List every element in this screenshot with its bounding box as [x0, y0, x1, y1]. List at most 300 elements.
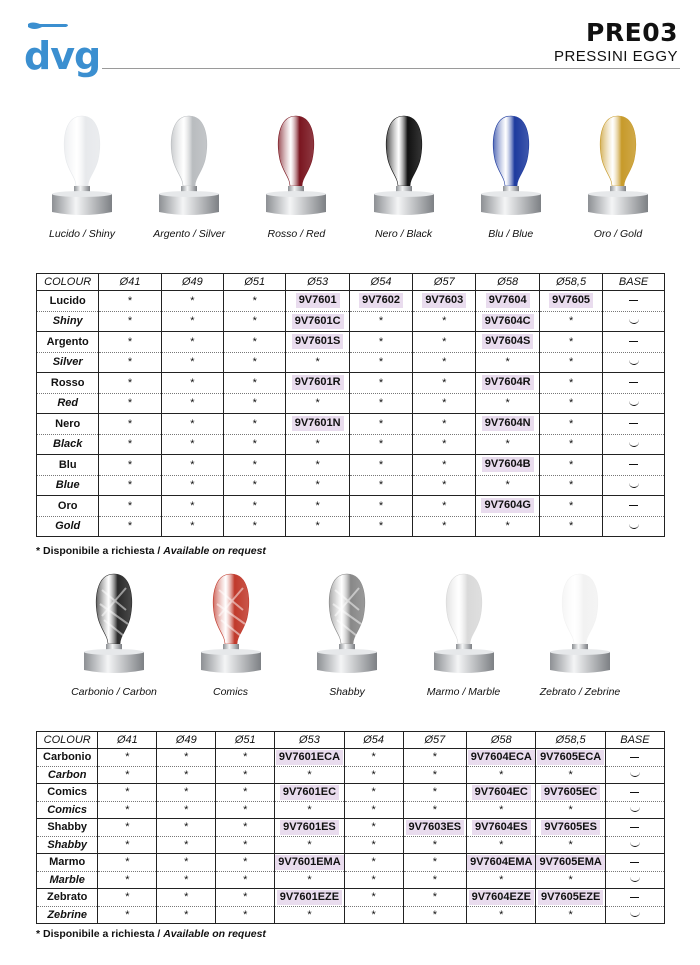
table-cell — [539, 291, 602, 312]
table-cell: * — [349, 332, 412, 353]
table-cell: * — [98, 801, 157, 819]
article-code: 9V7605EMA — [536, 855, 604, 870]
table-cell: * — [161, 393, 223, 414]
table-cell: * — [286, 496, 350, 517]
table-cell: * — [539, 434, 602, 455]
flat-base-icon — [629, 505, 638, 506]
note-prefix: * Disponibile a richiesta / — [36, 928, 164, 940]
product-label: Rosso / Red — [267, 228, 326, 240]
table-cell: * — [98, 819, 157, 837]
table-cell — [603, 475, 665, 496]
curved-base-icon — [629, 401, 639, 406]
table-cell: * — [161, 455, 223, 476]
table-cell — [467, 749, 536, 767]
table-cell: * — [344, 784, 403, 802]
article-code: 9V7604 — [486, 293, 530, 308]
table-cell: * — [344, 749, 403, 767]
table-cell — [476, 496, 540, 517]
colour-product-5 — [566, 112, 670, 240]
table-row — [37, 749, 665, 767]
table-cell: * — [98, 871, 157, 889]
table-cell: * — [161, 414, 223, 435]
curved-base-icon — [629, 360, 639, 365]
table-cell: * — [403, 906, 466, 924]
table-cell — [536, 749, 605, 767]
product-code: PRE03 — [586, 18, 678, 47]
tamper-image — [149, 112, 229, 224]
logo-spoon-icon — [26, 20, 70, 34]
flat-base-icon — [630, 897, 639, 898]
table-row — [37, 906, 665, 924]
table-cell: * — [216, 836, 275, 854]
article-code: 9V7604G — [481, 498, 533, 513]
article-code: 9V7601R — [292, 375, 344, 390]
article-code: 9V7601S — [292, 334, 343, 349]
table-cell: * — [476, 393, 540, 414]
table-cell: * — [157, 871, 216, 889]
table-cell: * — [216, 749, 275, 767]
table-cell: * — [286, 352, 350, 373]
table-cell: * — [349, 434, 412, 455]
table-cell: * — [476, 475, 540, 496]
column-header: Ø58,5 — [536, 732, 605, 749]
table-cell — [476, 414, 540, 435]
table-cell: * — [275, 836, 344, 854]
table-cell: * — [413, 516, 476, 537]
column-header: Ø54 — [349, 274, 412, 291]
colour-product-4 — [459, 112, 563, 240]
table-cell — [467, 889, 536, 907]
table-cell: * — [157, 819, 216, 837]
table-cell — [605, 906, 664, 924]
table-cell: * — [224, 434, 286, 455]
flat-base-icon — [630, 757, 639, 758]
table-cell: * — [161, 291, 223, 312]
table-cell — [605, 749, 664, 767]
curved-base-icon — [629, 483, 639, 488]
curved-base-icon — [630, 912, 640, 917]
table-cell: * — [413, 352, 476, 373]
table-cell — [603, 496, 665, 517]
table-row — [37, 889, 665, 907]
row-label: Nero — [37, 414, 99, 435]
table-cell — [603, 434, 665, 455]
table-cell — [286, 291, 350, 312]
column-header: Ø58 — [476, 274, 540, 291]
table-cell: * — [99, 496, 161, 517]
table-cell — [403, 819, 466, 837]
table-cell: * — [99, 311, 161, 332]
tamper-image — [471, 112, 551, 224]
column-header: Ø53 — [286, 274, 350, 291]
table-cell: * — [403, 749, 466, 767]
product-label: Lucido / Shiny — [49, 228, 115, 240]
table-cell — [603, 414, 665, 435]
pattern-product-0 — [62, 570, 166, 698]
table-cell: * — [413, 455, 476, 476]
product-label: Comics — [212, 686, 248, 698]
pattern-product-4 — [528, 570, 632, 698]
table-cell — [605, 766, 664, 784]
table-cell: * — [536, 906, 605, 924]
table-cell: * — [286, 475, 350, 496]
column-header: Ø41 — [99, 274, 161, 291]
flat-base-icon — [630, 827, 639, 828]
table-cell: * — [467, 801, 536, 819]
curved-base-icon — [630, 877, 640, 882]
table-cell — [605, 871, 664, 889]
table-cell — [286, 373, 350, 394]
table-cell — [275, 889, 344, 907]
table-cell — [275, 854, 344, 872]
flat-base-icon — [629, 300, 638, 301]
table-cell: * — [344, 871, 403, 889]
curved-base-icon — [629, 524, 639, 529]
article-code: 9V7603ES — [406, 820, 465, 835]
column-header: Ø58 — [467, 732, 536, 749]
row-label: Shabby — [37, 836, 98, 854]
table-cell — [467, 854, 536, 872]
table-cell — [605, 836, 664, 854]
column-header: BASE — [603, 274, 665, 291]
table-cell — [476, 332, 540, 353]
table-cell: * — [157, 784, 216, 802]
table-cell: * — [539, 414, 602, 435]
table-cell: * — [216, 819, 275, 837]
curved-base-icon — [629, 442, 639, 447]
flat-base-icon — [629, 423, 638, 424]
row-label: Lucido — [37, 291, 99, 312]
table-cell: * — [98, 749, 157, 767]
table-row — [37, 455, 665, 476]
table-cell: * — [99, 291, 161, 312]
table-cell: * — [476, 352, 540, 373]
table-cell — [603, 332, 665, 353]
row-label: Blu — [37, 455, 99, 476]
tamper-image — [256, 112, 336, 224]
column-header: Ø53 — [275, 732, 344, 749]
table-cell: * — [161, 373, 223, 394]
table-cell: * — [216, 766, 275, 784]
table-cell: * — [224, 311, 286, 332]
table-cell: * — [344, 889, 403, 907]
product-subtitle: PRESSINI EGGY — [553, 48, 678, 65]
table-cell: * — [476, 434, 540, 455]
table-cell: * — [536, 766, 605, 784]
table-cell: * — [275, 906, 344, 924]
table-cell: * — [99, 455, 161, 476]
row-label: Comics — [37, 784, 98, 802]
product-label: Zebrato / Zebrine — [539, 686, 621, 698]
table-cell: * — [413, 393, 476, 414]
table-cell: * — [157, 766, 216, 784]
article-code: 9V7601EC — [280, 785, 339, 800]
column-header: COLOUR — [37, 732, 98, 749]
row-label: Zebrato — [37, 889, 98, 907]
table-cell: * — [99, 414, 161, 435]
curved-base-icon — [630, 807, 640, 812]
article-code: 9V7605EZE — [538, 890, 603, 905]
table-cell: * — [467, 766, 536, 784]
table-cell — [603, 393, 665, 414]
article-code: 9V7604EZE — [469, 890, 534, 905]
table-cell: * — [157, 801, 216, 819]
table-cell: * — [413, 496, 476, 517]
article-code: 9V7604C — [482, 314, 534, 329]
colour-product-3 — [352, 112, 456, 240]
table-cell — [467, 784, 536, 802]
table-cell: * — [539, 455, 602, 476]
table-cell: * — [224, 373, 286, 394]
table-cell: * — [349, 352, 412, 373]
table-cell: * — [286, 516, 350, 537]
table-cell: * — [224, 291, 286, 312]
table-row — [37, 784, 665, 802]
table-cell: * — [98, 784, 157, 802]
table-cell — [286, 311, 350, 332]
table-cell: * — [99, 332, 161, 353]
table-cell: * — [286, 393, 350, 414]
availability-note-2 — [36, 928, 266, 940]
column-header: BASE — [605, 732, 664, 749]
table-cell: * — [413, 434, 476, 455]
row-label: Oro — [37, 496, 99, 517]
table-cell: * — [99, 516, 161, 537]
table-cell: * — [98, 766, 157, 784]
table-cell — [605, 854, 664, 872]
table-cell: * — [349, 516, 412, 537]
table-row — [37, 766, 665, 784]
table-cell: * — [349, 373, 412, 394]
product-label: Shabby — [329, 686, 365, 698]
row-label: Red — [37, 393, 99, 414]
table-cell: * — [539, 311, 602, 332]
table-cell — [603, 455, 665, 476]
table-cell: * — [539, 352, 602, 373]
row-label: Comics — [37, 801, 98, 819]
table-cell: * — [224, 455, 286, 476]
table-cell: * — [403, 784, 466, 802]
table-row — [37, 854, 665, 872]
product-label: Carbonio / Carbon — [71, 686, 157, 698]
column-header: Ø51 — [224, 274, 286, 291]
table-cell: * — [403, 889, 466, 907]
row-label: Zebrine — [37, 906, 98, 924]
table-cell — [275, 784, 344, 802]
table-cell: * — [275, 871, 344, 889]
table-cell: * — [403, 801, 466, 819]
article-code: 9V7604ES — [472, 820, 531, 835]
table-row — [37, 871, 665, 889]
table-cell — [476, 291, 540, 312]
row-label: Rosso — [37, 373, 99, 394]
table-cell: * — [344, 854, 403, 872]
article-code: 9V7604S — [482, 334, 533, 349]
table-cell: * — [99, 475, 161, 496]
article-code: 9V7601ECA — [276, 750, 343, 765]
pattern-product-2 — [295, 570, 399, 698]
table-cell: * — [99, 393, 161, 414]
table-cell: * — [224, 332, 286, 353]
table-cell — [275, 819, 344, 837]
table-cell: * — [224, 475, 286, 496]
table-cell: * — [216, 889, 275, 907]
table-cell: * — [98, 906, 157, 924]
flat-base-icon — [630, 862, 639, 863]
table-header-row — [37, 732, 665, 749]
row-label: Marble — [37, 871, 98, 889]
tamper-image — [42, 112, 122, 224]
table-cell: * — [403, 854, 466, 872]
colour-table — [36, 273, 665, 537]
tamper-image — [74, 570, 154, 682]
curved-base-icon — [629, 319, 639, 324]
table-cell: * — [349, 311, 412, 332]
pattern-product-3 — [412, 570, 516, 698]
table-row — [37, 516, 665, 537]
table-cell: * — [275, 766, 344, 784]
table-cell: * — [224, 352, 286, 373]
table-row — [37, 393, 665, 414]
table-cell: * — [344, 766, 403, 784]
table-cell — [536, 784, 605, 802]
column-header: Ø41 — [98, 732, 157, 749]
table-cell — [605, 784, 664, 802]
column-header: COLOUR — [37, 274, 99, 291]
table-cell: * — [161, 475, 223, 496]
table-cell — [413, 291, 476, 312]
row-label: Argento — [37, 332, 99, 353]
table-cell — [476, 311, 540, 332]
product-label: Argento / Silver — [153, 228, 226, 240]
table-cell: * — [349, 475, 412, 496]
table-cell: * — [99, 352, 161, 373]
table-row — [37, 311, 665, 332]
table-cell: * — [539, 332, 602, 353]
table-cell — [603, 311, 665, 332]
row-label: Carbonio — [37, 749, 98, 767]
table-row — [37, 819, 665, 837]
column-header: Ø58,5 — [539, 274, 602, 291]
table-cell — [467, 819, 536, 837]
table-cell: * — [476, 516, 540, 537]
pattern-product-1 — [179, 570, 283, 698]
header-divider — [102, 68, 680, 69]
availability-note-1 — [36, 545, 266, 557]
product-label: Marmo / Marble — [426, 686, 501, 698]
article-code: 9V7601N — [292, 416, 344, 431]
article-code: 9V7604EC — [472, 785, 531, 800]
table-cell: * — [413, 332, 476, 353]
article-code: 9V7604R — [482, 375, 534, 390]
article-code: 9V7601EZE — [277, 890, 342, 905]
table-row — [37, 836, 665, 854]
table-cell: * — [403, 766, 466, 784]
product-label: Oro / Gold — [593, 228, 643, 240]
tamper-image — [540, 570, 620, 682]
table-cell: * — [349, 496, 412, 517]
article-code: 9V7602 — [359, 293, 403, 308]
logo-text: dvg — [24, 34, 101, 78]
row-label: Black — [37, 434, 99, 455]
row-label: Carbon — [37, 766, 98, 784]
table-cell: * — [286, 434, 350, 455]
article-code: 9V7604EMA — [467, 855, 535, 870]
table-cell: * — [539, 475, 602, 496]
table-row — [37, 475, 665, 496]
table-row — [37, 434, 665, 455]
table-cell — [603, 516, 665, 537]
table-cell: * — [157, 889, 216, 907]
note-suffix: Available on request — [163, 928, 266, 940]
table-cell: * — [157, 749, 216, 767]
table-cell — [536, 854, 605, 872]
product-row-colours — [30, 112, 670, 240]
table-cell: * — [224, 393, 286, 414]
table-cell: * — [157, 854, 216, 872]
colour-product-0 — [30, 112, 134, 240]
curved-base-icon — [630, 842, 640, 847]
table-cell: * — [403, 836, 466, 854]
table-cell — [605, 801, 664, 819]
article-code: 9V7601ES — [280, 820, 339, 835]
table-cell — [536, 819, 605, 837]
table-cell: * — [344, 819, 403, 837]
table-row — [37, 373, 665, 394]
table-cell: * — [157, 836, 216, 854]
article-code: 9V7605EC — [541, 785, 600, 800]
table-cell — [536, 889, 605, 907]
table-cell — [286, 414, 350, 435]
table-cell — [275, 749, 344, 767]
table-cell: * — [216, 854, 275, 872]
table-cell: * — [161, 496, 223, 517]
table-row — [37, 801, 665, 819]
row-label: Marmo — [37, 854, 98, 872]
tamper-image — [364, 112, 444, 224]
row-label: Shiny — [37, 311, 99, 332]
flat-base-icon — [630, 792, 639, 793]
table-cell: * — [536, 801, 605, 819]
flat-base-icon — [629, 341, 638, 342]
product-label: Nero / Black — [374, 228, 433, 240]
article-code: 9V7605ECA — [537, 750, 604, 765]
table-cell — [603, 373, 665, 394]
table-cell: * — [349, 455, 412, 476]
table-cell — [286, 332, 350, 353]
article-code: 9V7601EMA — [275, 855, 343, 870]
colour-product-1 — [137, 112, 241, 240]
table-cell: * — [536, 871, 605, 889]
tamper-image — [424, 570, 504, 682]
table-cell: * — [98, 889, 157, 907]
table-cell: * — [98, 836, 157, 854]
row-label: Shabby — [37, 819, 98, 837]
article-code: 9V7601 — [296, 293, 340, 308]
article-code: 9V7604ECA — [468, 750, 535, 765]
table-row — [37, 352, 665, 373]
tamper-image — [578, 112, 658, 224]
column-header: Ø51 — [216, 732, 275, 749]
table-cell — [349, 291, 412, 312]
table-cell — [605, 889, 664, 907]
table-cell — [603, 352, 665, 373]
article-code: 9V7605 — [549, 293, 593, 308]
table-row — [37, 496, 665, 517]
article-code: 9V7604B — [482, 457, 534, 472]
table-cell — [603, 291, 665, 312]
table-cell: * — [216, 801, 275, 819]
